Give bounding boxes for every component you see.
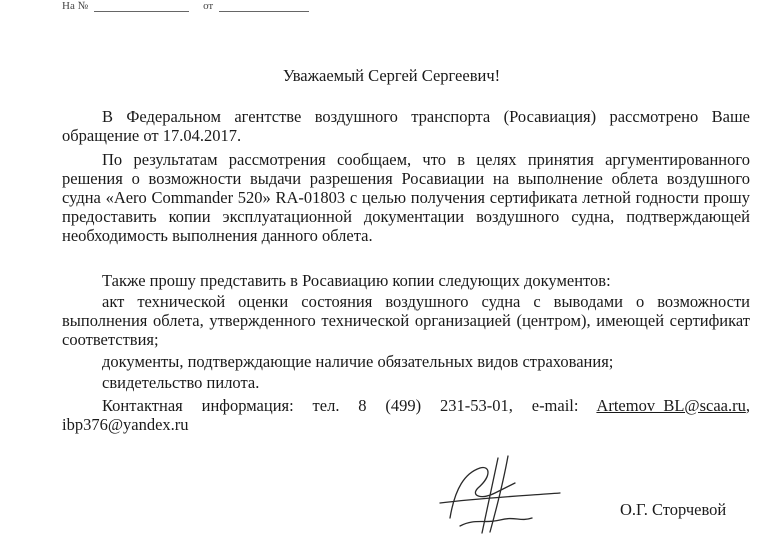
document-item-insurance: документы, подтверждающие наличие обязательных видов страхования;: [102, 352, 614, 371]
number-blank: [94, 0, 189, 12]
paragraph-also-request: Также прошу представить в Росавиацию копии следующих документов:: [102, 271, 611, 290]
contact-separator: ,: [745, 396, 750, 415]
date-blank: [219, 0, 309, 12]
email-secondary[interactable]: ibp376@yandex.ru: [62, 415, 189, 434]
letter-header: [62, 0, 309, 12]
date-label: от: [203, 0, 214, 12]
paragraph-results: По результатам рассмотрения сообщаем, что в целях принятия аргументированного решения о возможности выдачи разрешения Росавиации на выполнение облета воздушного судна «Aero Commander 520» RA-01803 с целью получения сертификата летной годности прошу предоставить копии эксплуатационной документации воздушного судна, подтверждающей необходимость выполнения данного облета.: [62, 150, 750, 245]
paragraph-request-reviewed: В Федеральном агентстве воздушного транспорта (Росавиация) рассмотрено Ваше обращение от 17.04.2017.: [62, 107, 750, 145]
handwritten-signature: [420, 448, 570, 538]
document-item-pilot-license: свидетельство пилота.: [102, 373, 260, 392]
document-item-technical-act: акт технической оценки состояния воздушного судна с выводами о возможности выполнения облета, утвержденного технической организацией (центром), имеющей сертификат соответствия;: [62, 292, 750, 349]
number-label: На №: [62, 0, 89, 12]
contact-info: [62, 396, 750, 434]
contact-prefix: Контактная информация: тел. 8 (499) 231-53-01, e-mail:: [102, 396, 597, 415]
greeting: Уважаемый Сергей Сергеевич!: [282, 66, 501, 85]
signatory-name: О.Г. Сторчевой: [620, 500, 727, 519]
email-link-primary[interactable]: Artemov_BL@scaa.ru: [596, 396, 746, 415]
